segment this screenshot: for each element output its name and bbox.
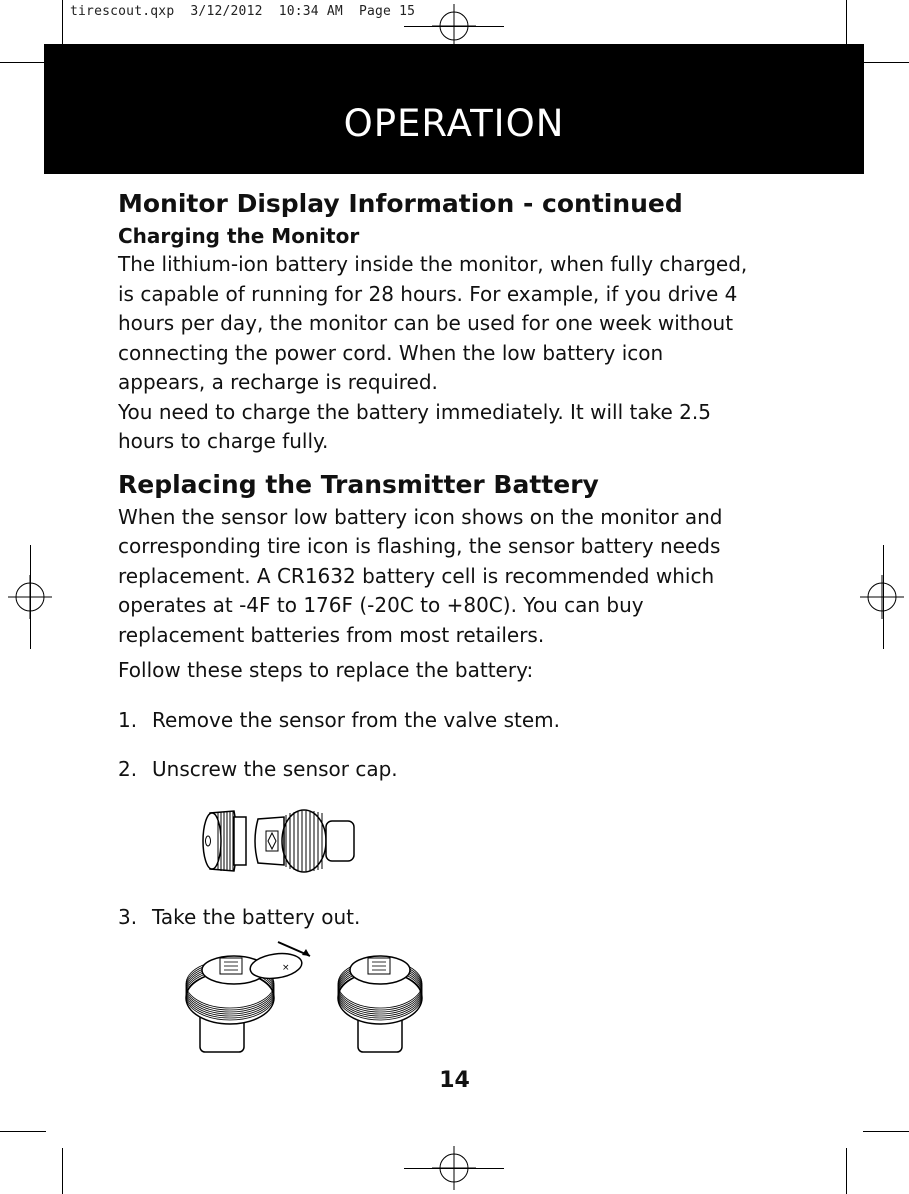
page-content bbox=[118, 186, 798, 1058]
page-number: 14 bbox=[439, 1068, 470, 1093]
crop-mark bbox=[30, 545, 31, 649]
body-line: corresponding tire icon is flashing, the sensor battery needs bbox=[118, 534, 721, 558]
crop-mark bbox=[883, 545, 884, 649]
charging-heading: Charging the Monitor bbox=[118, 224, 360, 248]
step-text: Unscrew the sensor cap. bbox=[152, 757, 398, 781]
body-line: is capable of running for 28 hours. For example, if you drive 4 bbox=[118, 281, 738, 306]
step-number: 2. bbox=[118, 757, 138, 781]
replacing-title: Replacing the Transmitter Battery bbox=[118, 469, 599, 499]
crop-mark bbox=[62, 1148, 63, 1194]
section-banner bbox=[44, 44, 864, 174]
crop-mark bbox=[0, 62, 46, 63]
step-text: Take the battery out. bbox=[152, 904, 361, 929]
sensor-cap-illustration bbox=[188, 795, 388, 887]
body-line: appears, a recharge is required. bbox=[118, 370, 438, 394]
steps-list bbox=[118, 706, 798, 785]
crop-mark bbox=[62, 0, 63, 46]
crop-mark bbox=[404, 1168, 504, 1169]
svg-text:×: × bbox=[282, 963, 290, 973]
body-line: replacement. A CR1632 battery cell is recommended which bbox=[118, 563, 715, 588]
crop-mark bbox=[0, 1131, 46, 1132]
print-slug: tirescout.qxp 3/12/2012 10:34 AM Page 15 bbox=[70, 4, 416, 19]
crop-mark bbox=[846, 1148, 847, 1194]
crop-mark bbox=[846, 0, 847, 46]
list-item bbox=[118, 755, 798, 785]
step-text: Remove the sensor from the valve stem. bbox=[152, 707, 560, 732]
banner-title: OPERATION bbox=[343, 101, 565, 145]
body-line: The lithium-ion battery inside the monitor, when fully charged, bbox=[118, 252, 748, 276]
registration-mark-icon bbox=[860, 575, 904, 619]
crop-mark bbox=[863, 1131, 909, 1132]
section-title: Monitor Display Information - continued bbox=[118, 189, 683, 218]
body-line: When the sensor low battery icon shows on the monitor and bbox=[118, 504, 723, 529]
body-line: connecting the power cord. When the low battery icon bbox=[118, 340, 664, 365]
step-number: 3. bbox=[118, 904, 138, 929]
body-line: You need to charge the battery immediately. It will take 2.5 bbox=[118, 399, 711, 424]
steps-intro: Follow these steps to replace the battery: bbox=[118, 658, 534, 682]
body-line: hours to charge fully. bbox=[118, 429, 329, 453]
battery-removal-illustration bbox=[182, 938, 472, 1058]
steps-list bbox=[118, 903, 798, 933]
crop-mark bbox=[863, 62, 909, 63]
list-item bbox=[118, 706, 798, 736]
list-item bbox=[118, 903, 798, 933]
body-line: hours per day, the monitor can be used for one week without bbox=[118, 311, 734, 335]
crop-mark bbox=[404, 26, 504, 27]
step-number: 1. bbox=[118, 707, 138, 732]
body-line: operates at -4F to 176F (-20C to +80C). You can buy bbox=[118, 593, 644, 617]
body-line: replacement batteries from most retailers. bbox=[118, 622, 545, 647]
